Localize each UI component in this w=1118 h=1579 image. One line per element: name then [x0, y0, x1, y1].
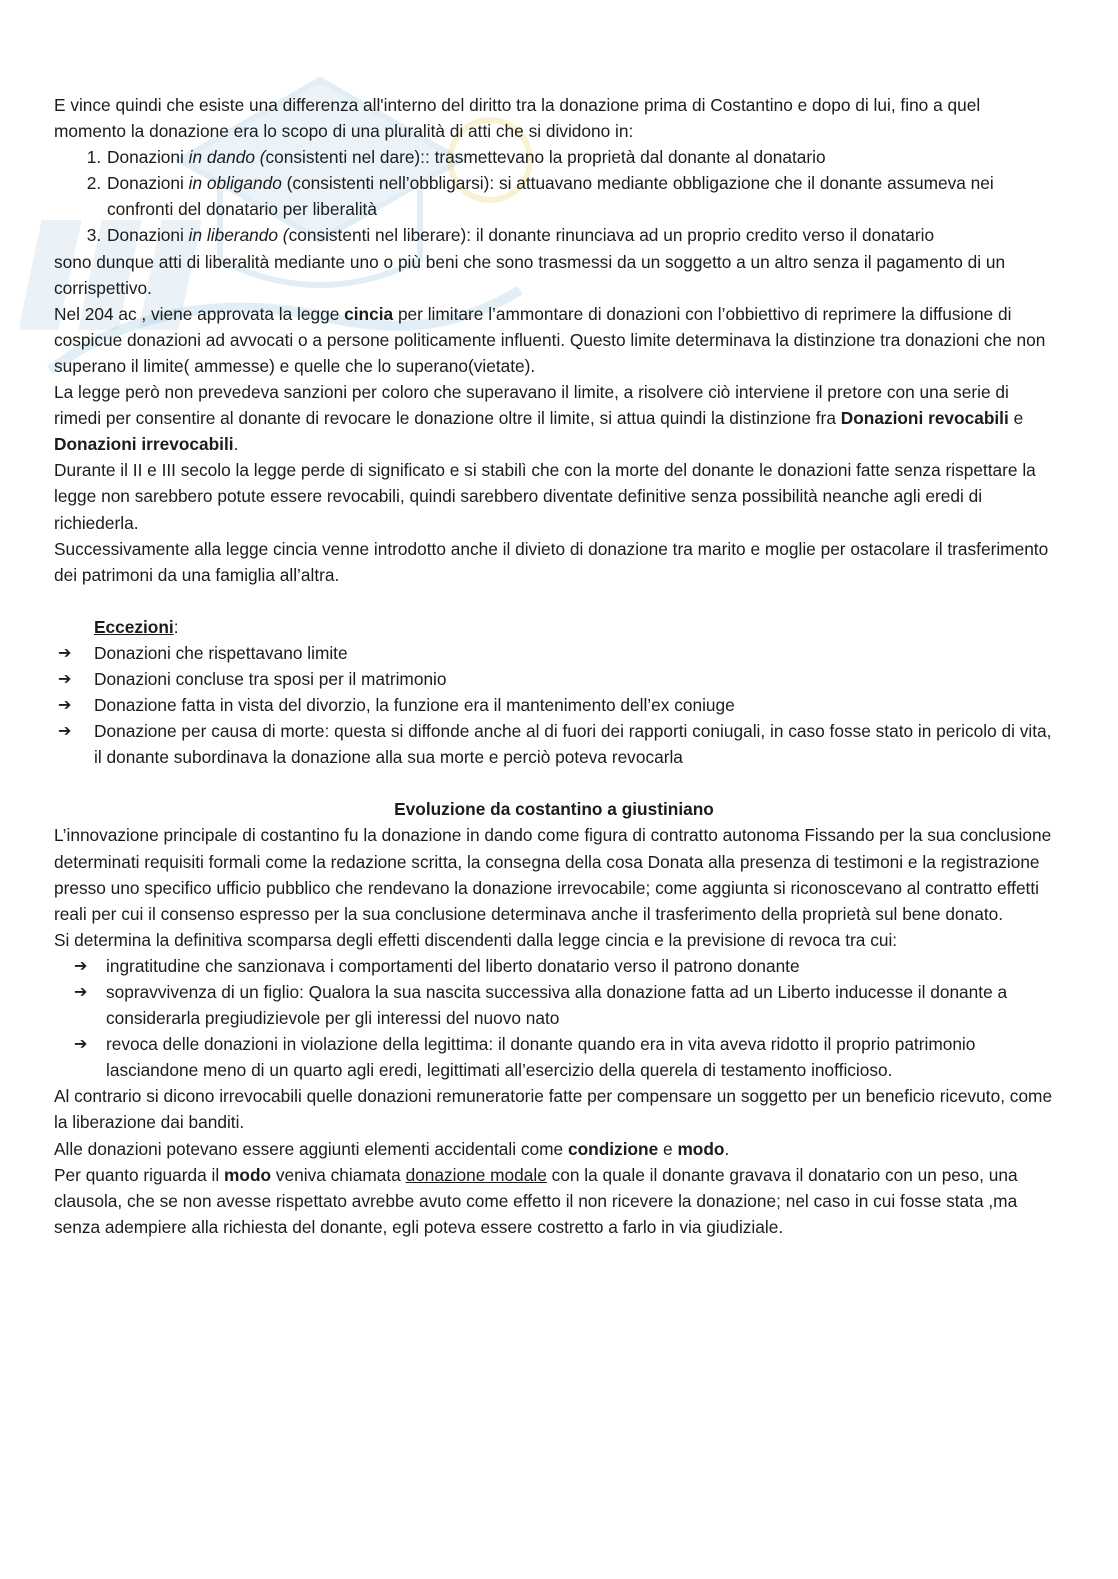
section-heading: Evoluzione da costantino a giustiniano [394, 799, 714, 820]
cincia-paragraph: Nel 204 ac , viene approvata la legge cincia per limitare l’ammontare di donazioni con l’obbiettivo di reprimere la diffusione di cospicue donazioni ad avvocati o a persone politicamente influenti. Questo limite determinava la distinzione tra donazioni che non superano il limite( ammesse) e quelle che lo superano(vietate). [54, 303, 1046, 376]
list-item: 1. Donazioni in dando (consistenti nel dare):: trasmettevano la proprietà dal donante al donatario [106, 144, 1054, 170]
pretore-paragraph: La legge però non prevedeva sanzioni per coloro che superavano il limite, a risolvere ciò interviene il pretore con una serie di rimedi per consentire al donante di revocare le donazione oltre il limite, si attua quindi la distinzione fra Donazioni revocabili e Donazioni irrevocabili. [54, 382, 1024, 455]
secolo-paragraph: Durante il II e III secolo la legge perde di significato e si stabilì che con la morte del donante le donazioni fatte senza rispettare la legge non sarebbero potute essere revocabili, quindi sarebbero diventate definitive senza possibilità neanche agli eredi di richiederla. [54, 460, 1036, 533]
divieto-paragraph: Successivamente alla legge cincia venne introdotto anche il divieto di donazione tra marito e moglie per ostacolare il trasferimento dei patrimoni da una famiglia all’altra. [54, 538, 1049, 585]
modo-paragraph: Per quanto riguarda il modo veniva chiamata donazione modale con la quale il donante gravava il donatario con un peso, una clausola, che se non avesse rispettato avrebbe avuto come effetto il non ricevere la donazione; nel caso in cui fosse stata ,ma senza adempiere alla richiesta del donante, egli poteva essere costretto a farlo in via giudiziale. [54, 1164, 1018, 1237]
list-item: 2. Donazioni in obligando (consistenti nell’obbligarsi): si attuavano mediante obbligazione che il donante assumeva nei confronti del donatario per liberalità [106, 170, 1054, 222]
list-item: ➔ Donazione fatta in vista del divorzio, la funzione era il mantenimento dell’ex coniuge [54, 692, 1054, 718]
intro-paragraph: E vince quindi che esiste una differenza all'interno del diritto tra la donazione prima di Costantino e dopo di lui, fino a quel momento la donazione era lo scopo di una pluralità di atti che si dividono in: [54, 95, 981, 142]
list-item: ➔ ingratitudine che sanzionava i comportamenti del liberto donatario verso il patrono donante [54, 953, 1054, 979]
list-item: ➔ Donazioni che rispettavano limite [54, 640, 1054, 666]
list-item: 3. Donazioni in liberando (consistenti nel liberare): il donante rinunciava ad un proprio credito verso il donatario [106, 222, 1054, 248]
list-item: ➔ Donazioni concluse tra sposi per il matrimonio [54, 666, 1054, 692]
eccezioni-list [54, 640, 1054, 770]
costantino-paragraph: L’innovazione principale di costantino fu la donazione in dando come figura di contratto autonoma Fissando per la sua conclusione determinati requisiti formali come la redazione scritta, la consegna della cosa Donata alla presenza di testimoni e la registrazione presso uno specifico ufficio pubblico che rendevano la donazione irrevocabile; come aggiunta si riconoscevano al contratto effetti reali per cui il consenso espresso per la sua conclusione determinava anche il trasferimento della proprietà sul bene donato. [54, 825, 1052, 924]
donation-types-list [54, 144, 1054, 248]
arrow-right-icon: ➔ [74, 982, 88, 1001]
arrow-right-icon: ➔ [58, 668, 72, 688]
liberality-paragraph: sono dunque atti di liberalità mediante uno o più beni che sono trasmessi da un soggetto a un altro senza il pagamento di un corrispettivo. [54, 251, 1006, 298]
list-item: ➔ Donazione per causa di morte: questa si diffonde anche al di fuori dei rapporti coniugali, in caso fosse stato in pericolo di vita, il donante subordinava la donazione alla sua morte e perciò poteva revocarla [54, 718, 1054, 770]
arrow-right-icon: ➔ [74, 1034, 88, 1054]
arrow-right-icon: ➔ [74, 955, 88, 975]
revoca-list [54, 953, 1054, 1083]
irrevocabili-paragraph: Al contrario si dicono irrevocabili quelle donazioni remuneratorie fatte per compensare un soggetto per un beneficio ricevuto, come la liberazione dai banditi. [54, 1086, 1053, 1133]
arrow-right-icon: ➔ [58, 642, 72, 662]
list-item: ➔ sopravvivenza di un figlio: Qualora la sua nascita successiva alla donazione fatta ad un Liberto inducesse il donante a considerarla pregiudizievole per gli interessi del nuovo nato [54, 979, 1054, 1031]
list-item: ➔ revoca delle donazioni in violazione della legittima: il donante quando era in vita aveva ridotto il proprio patrimonio lasciandone meno di un quarto agli eredi, legittimati all’esercizio della querela di testamento inofficioso. [54, 1031, 1054, 1083]
arrow-right-icon: ➔ [58, 695, 72, 715]
eccezioni-heading: Eccezioni: [94, 616, 179, 637]
document-page [54, 92, 1054, 1240]
elementi-paragraph: Alle donazioni potevano essere aggiunti elementi accidentali come condizione e modo. [54, 1138, 730, 1159]
revoca-paragraph: Si determina la definitiva scomparsa degli effetti discendenti dalla legge cincia e la previsione di revoca tra cui: [54, 929, 898, 950]
arrow-right-icon: ➔ [58, 721, 72, 741]
